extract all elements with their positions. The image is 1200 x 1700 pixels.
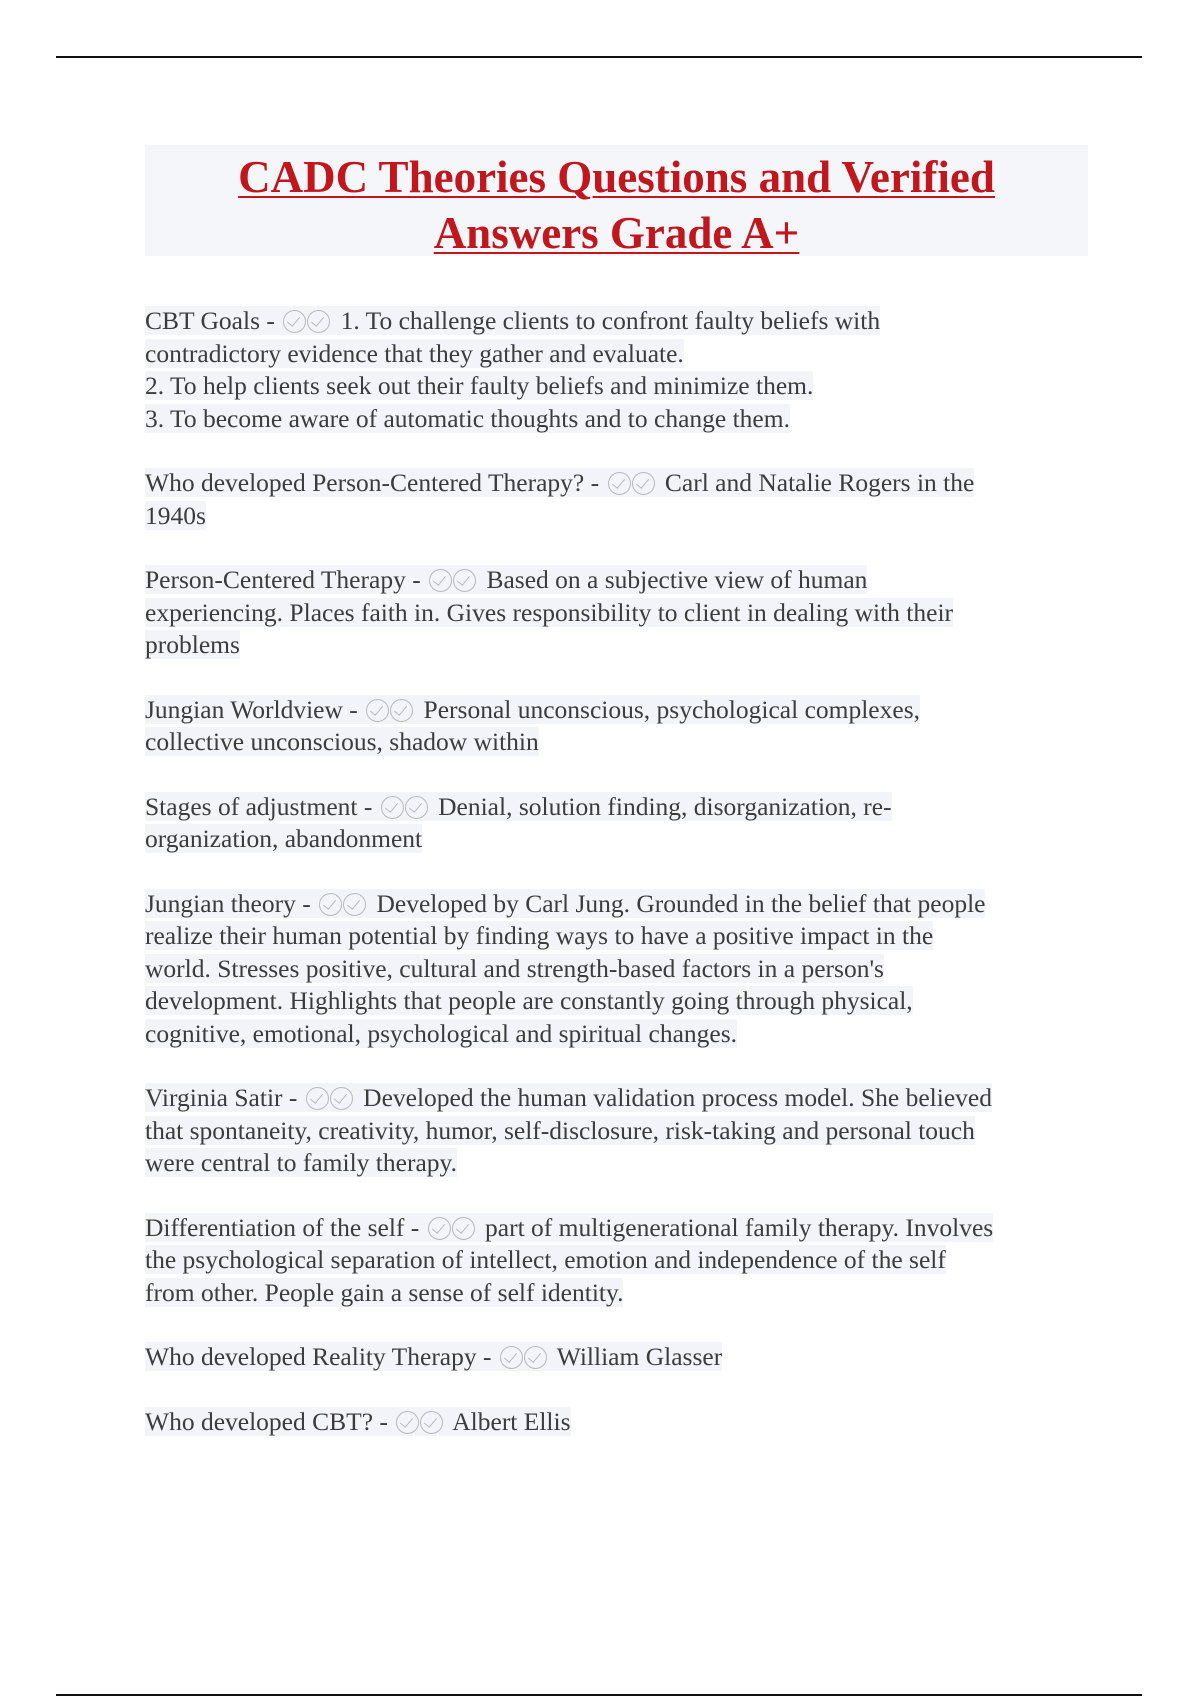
qa-answer-line (145, 1115, 1095, 1148)
qa-first-line (145, 564, 1095, 597)
qa-answer-line (145, 1147, 1095, 1180)
line-highlight (145, 727, 539, 756)
qa-term: Differentiation of the self (145, 1212, 405, 1242)
qa-answer-text: Denial, solution finding, disorganization, re- (438, 791, 892, 821)
check-circle-icon (319, 893, 342, 916)
qa-answer-line (145, 629, 1095, 662)
check-circle-icon (390, 699, 413, 722)
check-circle-icon (381, 796, 404, 819)
qa-answer-text: from other. People gain a sense of self identity. (145, 1277, 624, 1307)
check-circle-icon (608, 472, 631, 495)
check-circle-icon (453, 569, 476, 592)
qa-answer-line (145, 953, 1095, 986)
qa-item (145, 694, 1095, 759)
qa-item (145, 305, 1095, 435)
check-circle-icon (524, 1346, 547, 1369)
line-highlight (145, 1083, 992, 1112)
qa-answer-text: world. Stresses positive, cultural and strength-based factors in a person's (145, 953, 884, 983)
check-pair (500, 1342, 548, 1371)
check-circle-icon (420, 1411, 443, 1434)
check-circle-icon (343, 893, 366, 916)
line-highlight (145, 695, 920, 724)
qa-first-line (145, 1341, 1095, 1374)
qa-first-line (145, 467, 1095, 500)
qa-answer-line (145, 1277, 1095, 1310)
qa-item (145, 1406, 1095, 1439)
check-pair (428, 1213, 476, 1242)
line-highlight (145, 954, 884, 983)
check-pair (396, 1407, 444, 1436)
line-highlight (145, 339, 684, 368)
line-highlight (145, 986, 913, 1015)
qa-answer-line (145, 500, 1095, 533)
check-pair (608, 468, 656, 497)
check-pair (319, 889, 367, 918)
qa-answer-text: 1. To challenge clients to confront faulty beliefs with (340, 306, 881, 335)
qa-first-line (145, 791, 1095, 824)
qa-first-line (145, 888, 1095, 921)
qa-separator: - (260, 306, 282, 335)
qa-separator: - (295, 888, 318, 918)
qa-answer-text: were central to family therapy. (145, 1148, 457, 1177)
qa-answer-text: Albert Ellis (452, 1406, 571, 1436)
qa-separator: - (357, 791, 379, 821)
line-highlight (145, 468, 974, 497)
line-highlight (145, 1245, 946, 1274)
qa-term: Person-Centered Therapy (145, 565, 406, 594)
check-circle-icon (429, 569, 452, 592)
qa-first-line (145, 694, 1095, 727)
line-highlight (145, 889, 985, 918)
qa-answer-text: development. Highlights that people are constantly going through physical, (145, 986, 913, 1015)
qa-term: Jungian Worldview (145, 694, 343, 724)
qa-answer-text: experiencing. Places faith in. Gives responsibility to client in dealing with their (145, 597, 954, 627)
qa-answer-text: Developed the human validation process model. She believed (363, 1083, 992, 1112)
qa-term: Who developed Person-Centered Therapy? (145, 468, 585, 497)
line-highlight (145, 306, 880, 335)
qa-answer-text: organization, abandonment (145, 824, 423, 853)
check-circle-icon (307, 310, 330, 333)
qa-term: Who developed Reality Therapy (145, 1342, 477, 1371)
qa-item (145, 467, 1095, 532)
line-highlight (145, 565, 867, 594)
check-circle-icon (428, 1217, 451, 1240)
qa-answer-text: Carl and Natalie Rogers in the (664, 468, 975, 497)
bottom-rule (56, 1694, 1142, 1696)
page-title (145, 149, 1088, 261)
line-highlight (145, 598, 953, 627)
qa-answer-text: cognitive, emotional, psychological and spiritual changes. (145, 1018, 738, 1048)
qa-term: Who developed CBT? (145, 1406, 374, 1436)
line-highlight (145, 1213, 993, 1242)
qa-answer-text: that spontaneity, creativity, humor, self-disclosure, risk-taking and personal touch (145, 1115, 975, 1145)
qa-answer-line (145, 1244, 1095, 1277)
qa-answer-line (145, 1018, 1095, 1051)
qa-term: CBT Goals (145, 306, 260, 335)
qa-item (145, 791, 1095, 856)
line-highlight (145, 1342, 722, 1371)
qa-answer-line (145, 920, 1095, 953)
qa-first-line (145, 1212, 1095, 1245)
check-circle-icon (366, 699, 389, 722)
check-circle-icon (306, 1087, 329, 1110)
qa-answer-line (145, 370, 1095, 403)
check-pair (306, 1083, 354, 1112)
qa-answer-line (145, 823, 1095, 856)
qa-term: Virginia Satir (145, 1083, 283, 1112)
qa-item (145, 888, 1095, 1051)
qa-separator: - (584, 468, 606, 497)
check-pair (381, 792, 429, 821)
qa-separator: - (373, 1406, 395, 1436)
qa-item (145, 1341, 1095, 1374)
qa-answer-text: 3. To become aware of automatic thoughts and to change them. (145, 403, 790, 433)
qa-first-line (145, 1082, 1095, 1115)
qa-answer-text: William Glasser (556, 1342, 723, 1371)
check-circle-icon (632, 472, 655, 495)
qa-answer-line (145, 338, 1095, 371)
title-line-2: Answers Grade A+ (433, 208, 800, 258)
line-highlight (145, 1019, 737, 1048)
qa-separator: - (342, 694, 365, 724)
line-highlight (145, 1116, 975, 1145)
check-circle-icon (283, 310, 306, 333)
qa-answer-text: 1940s (145, 500, 206, 530)
qa-separator: - (404, 1212, 426, 1242)
top-rule (56, 56, 1142, 58)
check-circle-icon (452, 1217, 475, 1240)
qa-answer-text: collective unconscious, shadow within (145, 727, 539, 756)
check-pair (283, 306, 331, 335)
qa-answer-line (145, 403, 1095, 436)
check-pair (429, 565, 477, 594)
qa-item (145, 1212, 1095, 1310)
line-highlight (145, 630, 240, 659)
line-highlight (145, 921, 933, 950)
check-pair (366, 695, 414, 724)
qa-item (145, 564, 1095, 662)
qa-answer-text: the psychological separation of intellect, emotion and independence of the self (145, 1245, 946, 1274)
qa-separator: - (405, 565, 428, 594)
qa-item (145, 1082, 1095, 1180)
check-circle-icon (330, 1087, 353, 1110)
qa-answer-text: problems (145, 630, 240, 659)
check-circle-icon (500, 1346, 523, 1369)
qa-answer-text: Based on a subjective view of human (486, 565, 868, 594)
qa-answer-text: contradictory evidence that they gather and evaluate. (145, 338, 684, 368)
qa-list (145, 305, 1095, 1470)
line-highlight (145, 792, 892, 821)
title-line-1: CADC Theories Questions and Verified (238, 152, 995, 202)
qa-first-line (145, 305, 1095, 338)
qa-answer-line (145, 597, 1095, 630)
line-highlight (145, 371, 813, 400)
line-highlight (145, 1148, 457, 1177)
line-highlight (145, 1278, 623, 1307)
line-highlight (145, 1407, 571, 1436)
line-highlight (145, 501, 206, 530)
qa-answer-text: 2. To help clients seek out their faulty beliefs and minimize them. (145, 371, 814, 400)
qa-answer-text: Personal unconscious, psychological complexes, (423, 694, 920, 724)
qa-term: Jungian theory (145, 888, 296, 918)
qa-separator: - (476, 1342, 498, 1371)
qa-answer-line (145, 985, 1095, 1018)
qa-answer-text: Developed by Carl Jung. Grounded in the belief that people (376, 888, 986, 918)
line-highlight (145, 404, 790, 433)
qa-answer-line (145, 726, 1095, 759)
qa-term: Stages of adjustment (145, 791, 358, 821)
qa-first-line (145, 1406, 1095, 1439)
qa-answer-text: part of multigenerational family therapy. Involves (485, 1212, 994, 1242)
check-circle-icon (396, 1411, 419, 1434)
title-box (145, 145, 1088, 256)
qa-answer-text: realize their human potential by finding ways to have a positive impact in the (145, 921, 934, 950)
qa-separator: - (282, 1083, 304, 1112)
line-highlight (145, 824, 422, 853)
check-circle-icon (405, 796, 428, 819)
